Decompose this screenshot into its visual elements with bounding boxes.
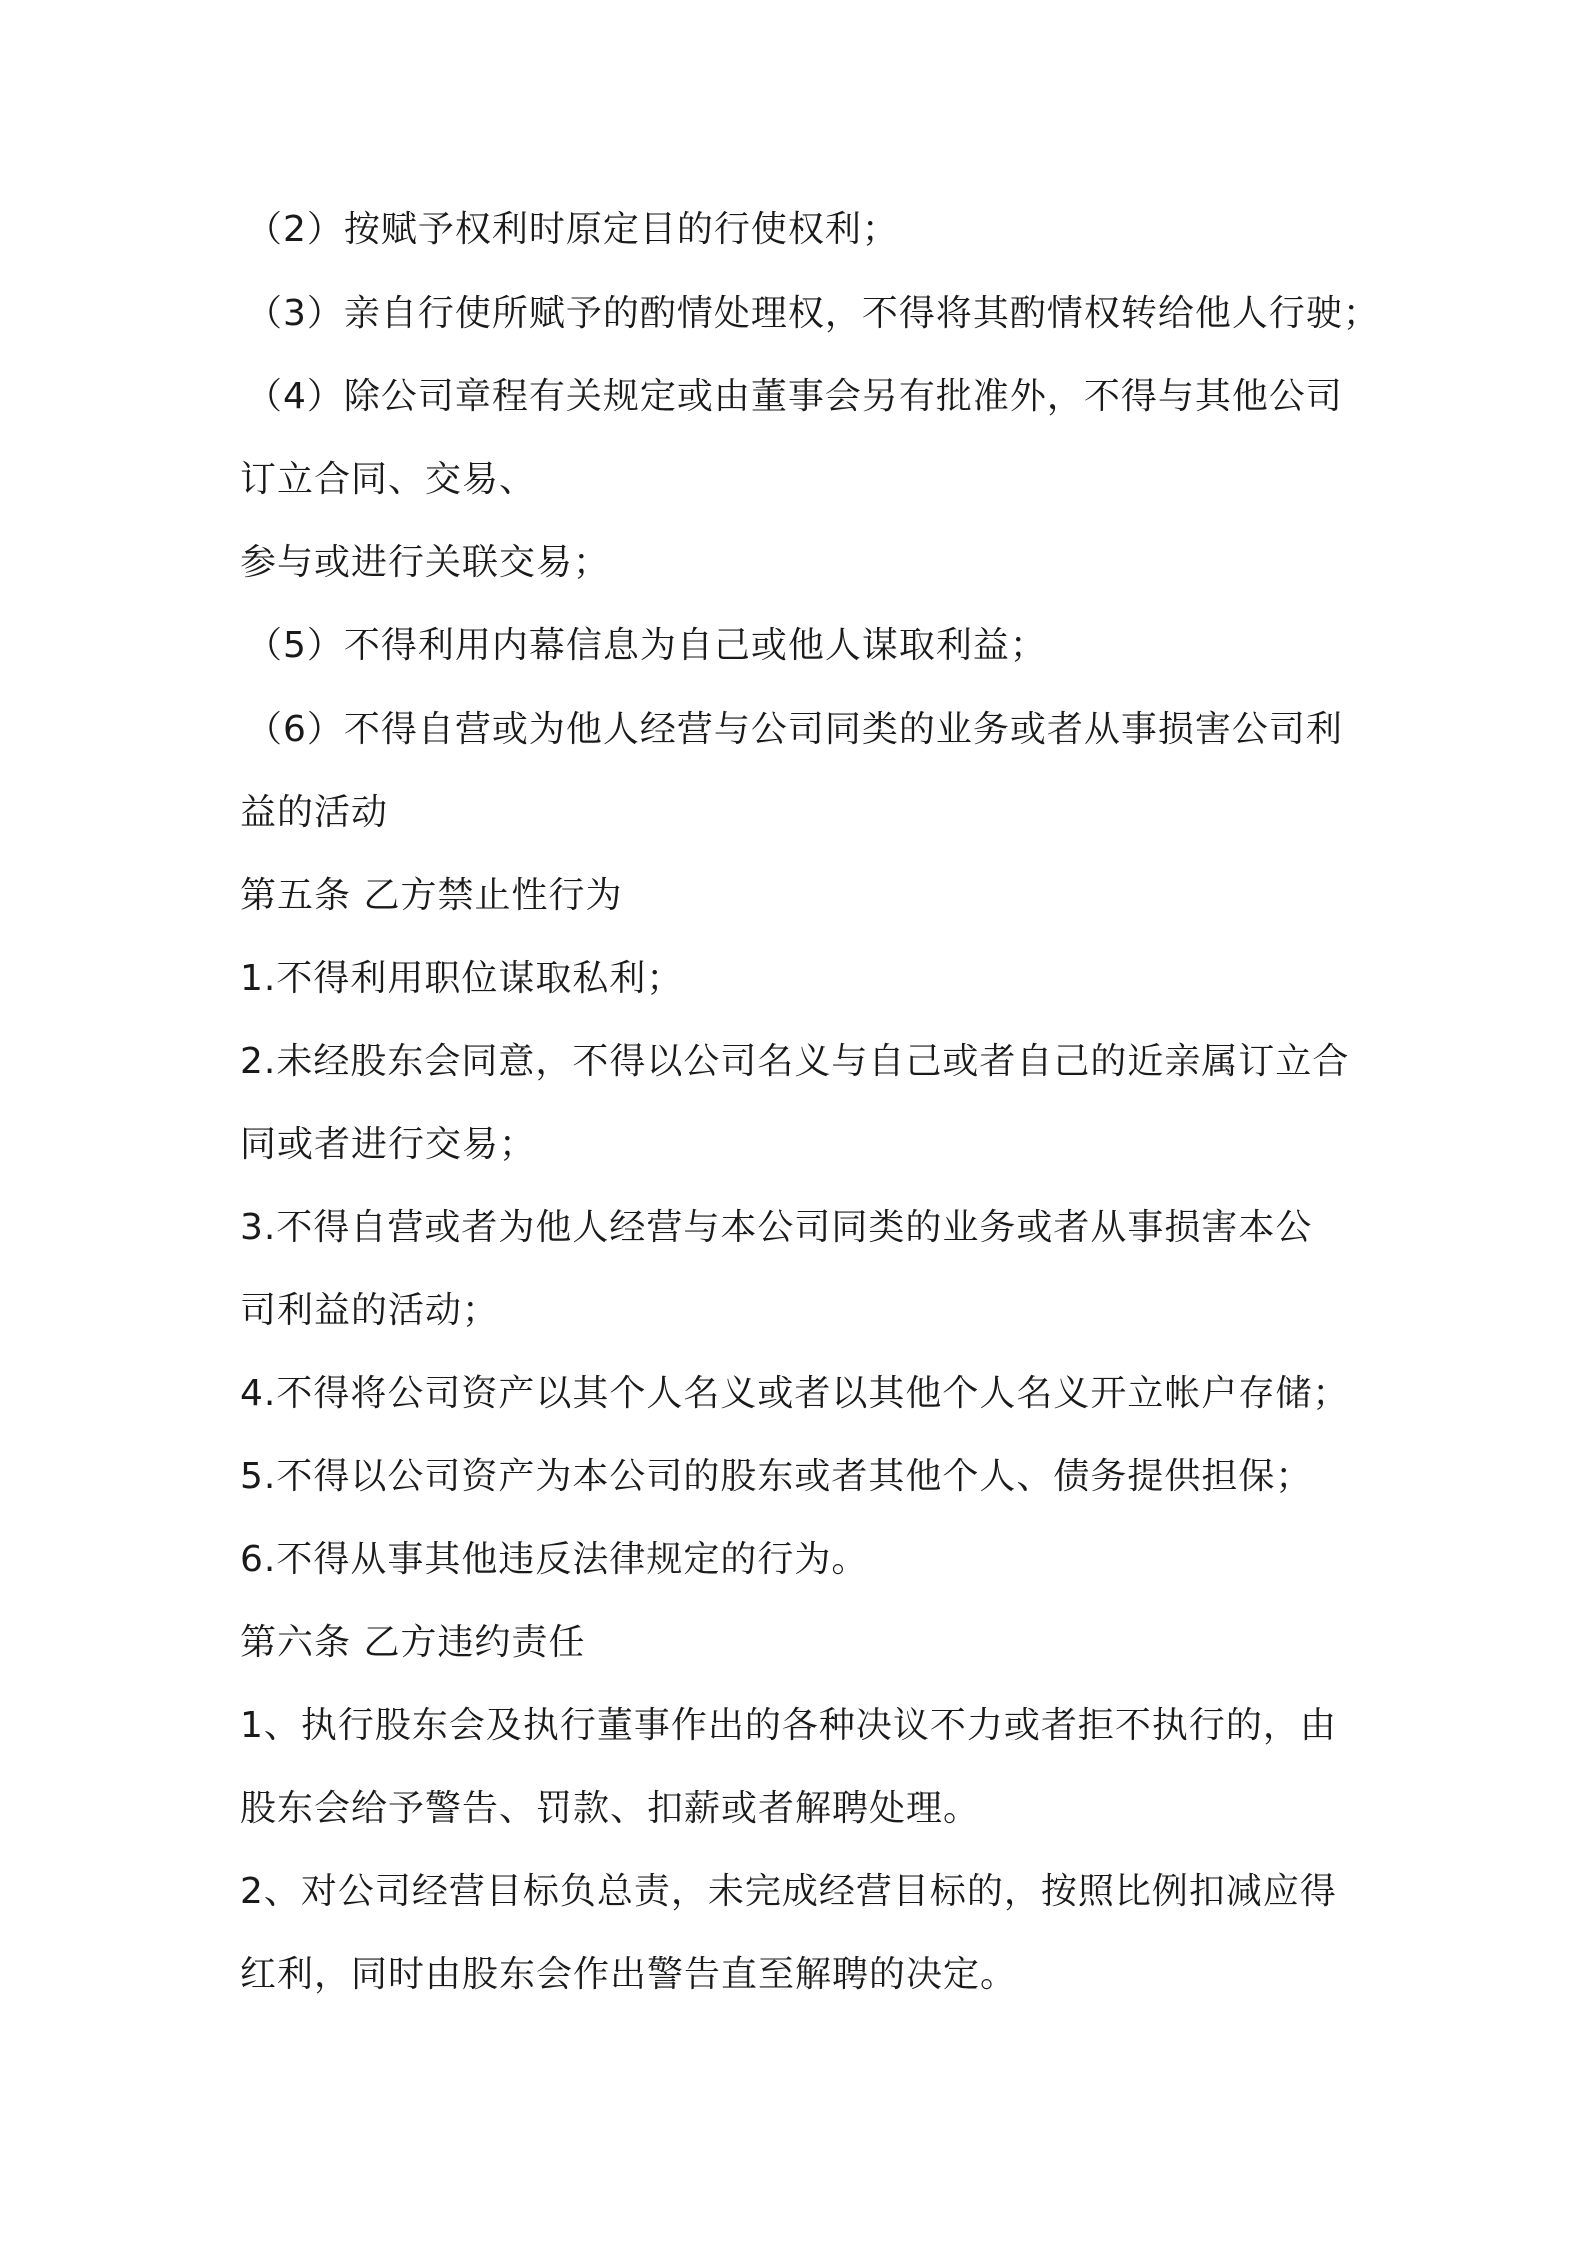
prohibition-item-4: 4.不得将公司资产以其个人名义或者以其他个人名义开立帐户存储；: [240, 1373, 1350, 1414]
clause-item-6-continued: 益的活动: [240, 792, 389, 833]
prohibition-item-2: 2.未经股东会同意，不得以公司名义与自己或者自己的近亲属订立合: [240, 1041, 1350, 1082]
clause-item-4-continued: 订立合同、交易、: [240, 459, 537, 500]
liability-item-2-continued: 红利，同时由股东会作出警告直至解聘的决定。: [240, 1954, 1018, 1995]
prohibition-item-2-continued: 同或者进行交易；: [240, 1124, 537, 1165]
liability-item-1-continued: 股东会给予警告、罚款、扣薪或者解聘处理。: [240, 1788, 981, 1829]
liability-item-2: 2、对公司经营目标负总责，未完成经营目标的，按照比例扣减应得: [240, 1871, 1337, 1912]
prohibition-item-3-continued: 司利益的活动；: [240, 1290, 500, 1331]
clause-item-4-continued-2: 参与或进行关联交易；: [240, 542, 611, 583]
prohibition-item-1: 1.不得利用职位谋取私利；: [240, 958, 684, 999]
article-five-heading: 第五条 乙方禁止性行为: [240, 875, 623, 916]
clause-item-4: （4）除公司章程有关规定或由董事会另有批准外，不得与其他公司: [246, 376, 1343, 417]
prohibition-item-5: 5.不得以公司资产为本公司的股东或者其他个人、债务提供担保；: [240, 1456, 1313, 1497]
liability-item-1: 1、执行股东会及执行董事作出的各种决议不力或者拒不执行的，由: [240, 1705, 1337, 1746]
prohibition-item-3: 3.不得自营或者为他人经营与本公司同类的业务或者从事损害本公: [240, 1207, 1313, 1248]
clause-item-5: （5）不得利用内幕信息为自己或他人谋取利益；: [246, 625, 1047, 666]
clause-item-3: （3）亲自行使所赋予的酌情处理权，不得将其酌情权转给他人行驶；: [246, 293, 1380, 334]
article-six-heading: 第六条 乙方违约责任: [240, 1622, 586, 1663]
clause-item-2: （2）按赋予权利时原定目的行使权利；: [246, 209, 899, 250]
prohibition-item-6: 6.不得从事其他违反法律规定的行为。: [240, 1539, 869, 1580]
clause-item-6: （6）不得自营或为他人经营与公司同类的业务或者从事损害公司利: [246, 709, 1343, 750]
